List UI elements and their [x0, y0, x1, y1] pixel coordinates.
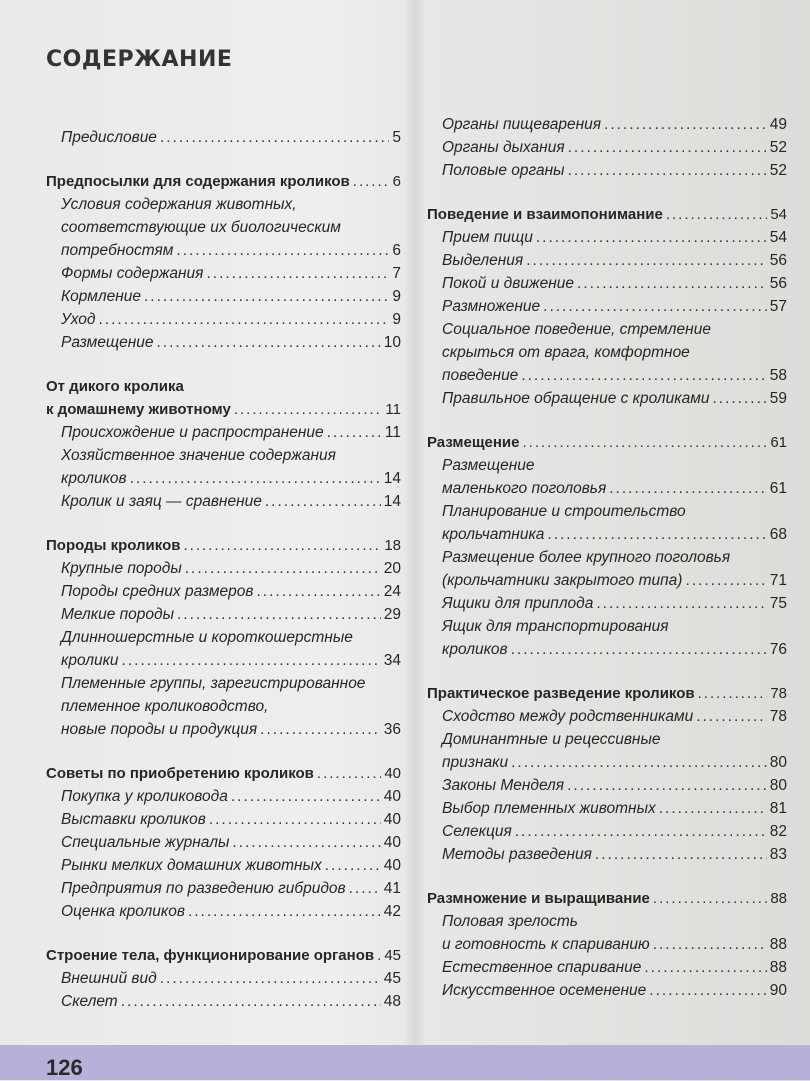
toc-section-heading [427, 682, 787, 705]
toc-dot-leader [232, 831, 380, 854]
page-footer-band [0, 1045, 810, 1080]
toc-dot-leader [265, 490, 381, 513]
toc-entry [427, 454, 787, 477]
toc-entry [46, 193, 401, 216]
toc-page-number: 20 [383, 560, 401, 577]
toc-section-heading [46, 534, 401, 557]
toc-entry [427, 843, 787, 866]
toc-entry-title: кроликов [61, 470, 127, 487]
toc-entry [46, 967, 401, 990]
toc-page-number: 40 [383, 834, 401, 851]
toc-entry-title: Ящики для приплода [442, 595, 594, 612]
toc-left-column [46, 126, 401, 1013]
toc-page-number: 59 [769, 390, 787, 407]
toc-entry [46, 626, 401, 649]
toc-page-number: 80 [769, 754, 787, 771]
toc-page-number: 56 [769, 275, 787, 292]
toc-page-number: 6 [392, 242, 401, 259]
toc-page-number: 34 [383, 652, 401, 669]
toc-page-number: 76 [769, 641, 787, 658]
toc-entry-title: к домашнему животному [46, 401, 231, 418]
toc-entry [427, 638, 787, 661]
toc-dot-leader [130, 467, 381, 490]
toc-entry-title: Законы Менделя [442, 777, 565, 794]
toc-page-number: 14 [383, 493, 401, 510]
toc-dot-leader [696, 705, 767, 728]
toc-dot-leader [122, 649, 381, 672]
toc-entry-title: Размещение [442, 457, 535, 474]
toc-page-number: 81 [769, 800, 787, 817]
toc-entry [46, 854, 401, 877]
toc-dot-leader [177, 603, 381, 626]
toc-page-number: 88 [770, 890, 787, 907]
toc-entry-title: Специальные журналы [61, 834, 230, 851]
toc-page-number: 41 [383, 880, 401, 897]
toc-page-number: 90 [769, 982, 787, 999]
toc-dot-leader [521, 364, 766, 387]
toc-entry [46, 718, 401, 741]
section-gap [46, 149, 401, 170]
toc-entry-title: Селекция [442, 823, 512, 840]
toc-entry [46, 808, 401, 831]
toc-page-number: 7 [392, 265, 401, 282]
toc-entry-title: и готовность к спариванию [442, 936, 650, 953]
toc-dot-leader [515, 820, 767, 843]
toc-dot-leader [522, 431, 767, 454]
toc-entry-title: Выставки кроликов [61, 811, 206, 828]
toc-entry [46, 695, 401, 718]
toc-page-number: 42 [383, 903, 401, 920]
toc-dot-leader [234, 398, 383, 421]
toc-entry-title: Ящик для транспортирования [442, 618, 669, 635]
section-gap [427, 182, 787, 203]
toc-dot-leader [649, 979, 766, 1002]
toc-entry [427, 364, 787, 387]
toc-dot-leader [596, 592, 766, 615]
toc-entry-title: Уход [61, 311, 96, 328]
toc-entry-title: маленького поголовья [442, 480, 607, 497]
toc-dot-leader [511, 751, 767, 774]
toc-right-column [427, 113, 787, 1002]
toc-dot-leader [536, 226, 767, 249]
toc-entry [427, 159, 787, 182]
toc-page-number: 24 [383, 583, 401, 600]
toc-section-heading [427, 431, 787, 454]
toc-entry-title: Длинношерстные и короткошерстные [61, 629, 353, 646]
toc-entry-title: Оценка кроликов [61, 903, 185, 920]
toc-dot-leader [349, 877, 381, 900]
toc-dot-leader [543, 295, 767, 318]
toc-entry [427, 500, 787, 523]
toc-dot-leader [666, 203, 767, 226]
toc-entry [46, 672, 401, 695]
toc-entry-title: Доминантные и рецессивные [442, 731, 661, 748]
toc-entry-title: новые породы и продукция [61, 721, 258, 738]
toc-entry-title: Методы разведения [442, 846, 592, 863]
toc-section-heading [46, 170, 401, 193]
toc-page-number: 14 [383, 470, 401, 487]
toc-page-number: 9 [392, 288, 401, 305]
toc-entry-title: Сходство между родственниками [442, 708, 694, 725]
toc-entry [427, 910, 787, 933]
toc-entry-title: Размножение [442, 298, 541, 315]
toc-page-number: 11 [385, 401, 401, 418]
toc-entry-title: Прием пищи [442, 229, 533, 246]
toc-dot-leader [188, 900, 381, 923]
toc-entry-title: соответствующие их биологическим [61, 219, 341, 236]
toc-page-number: 68 [769, 526, 787, 543]
section-gap [427, 661, 787, 682]
toc-entry [427, 956, 787, 979]
toc-page-number: 10 [383, 334, 401, 351]
toc-entry [427, 523, 787, 546]
toc-entry [427, 341, 787, 364]
toc-entry-title: кроликов [442, 641, 508, 658]
toc-dot-leader [176, 239, 389, 262]
toc-entry-title: Хозяйственное значение содержания [61, 447, 336, 464]
toc-dot-leader [327, 421, 382, 444]
toc-entry-title: Покой и движение [442, 275, 574, 292]
toc-dot-leader [185, 557, 381, 580]
toc-entry [427, 797, 787, 820]
toc-entry [46, 900, 401, 923]
toc-entry-title: Половая зрелость [442, 913, 578, 930]
toc-dot-leader [526, 249, 767, 272]
toc-entry-title: Породы кроликов [46, 537, 181, 554]
toc-entry-title: Половые органы [442, 162, 565, 179]
toc-entry [427, 226, 787, 249]
toc-entry-title: Формы содержания [61, 265, 204, 282]
toc-entry-title: поведение [442, 367, 519, 384]
toc-entry [46, 262, 401, 285]
toc-section-heading [46, 944, 401, 967]
toc-dot-leader [653, 887, 767, 910]
toc-page-number: 78 [769, 708, 787, 725]
page-title: СОДЕРЖАНИЕ [46, 47, 233, 72]
toc-entry [427, 318, 787, 341]
toc-dot-leader [121, 990, 381, 1013]
toc-page-number: 80 [769, 777, 787, 794]
toc-entry-title: Поведение и взаимопонимание [427, 206, 663, 223]
toc-entry-title: скрыться от врага, комфортное [442, 344, 690, 361]
toc-dot-leader [206, 262, 389, 285]
toc-dot-leader [160, 126, 389, 149]
section-gap [46, 513, 401, 534]
toc-dot-leader [609, 477, 767, 500]
toc-dot-leader [144, 285, 389, 308]
toc-entry-title: Происхождение и распространение [61, 424, 324, 441]
toc-dot-leader [511, 638, 767, 661]
toc-dot-leader [183, 534, 381, 557]
toc-entry [427, 705, 787, 728]
toc-page-number: 61 [769, 480, 787, 497]
section-gap [427, 410, 787, 431]
toc-entry-title: Планирование и строительство [442, 503, 686, 520]
toc-entry-title: Породы средних размеров [61, 583, 254, 600]
section-gap [46, 354, 401, 375]
toc-entry-title: племенное кролиководство, [61, 698, 269, 715]
toc-entry-title: Социальное поведение, стремление [442, 321, 711, 338]
toc-entry-title: Размещение [427, 434, 520, 451]
toc-entry-title: Практическое разведение кроликов [427, 685, 695, 702]
toc-dot-leader [577, 272, 767, 295]
toc-page-number: 29 [383, 606, 401, 623]
toc-entry [427, 979, 787, 1002]
toc-page-number: 88 [769, 959, 787, 976]
toc-entry-title: Размещение [61, 334, 154, 351]
toc-entry [46, 126, 401, 149]
toc-dot-leader [595, 843, 767, 866]
toc-page-number: 57 [769, 298, 787, 315]
toc-dot-leader [653, 933, 767, 956]
toc-entry-title: кролики [61, 652, 119, 669]
toc-dot-leader [604, 113, 767, 136]
toc-page-number: 49 [769, 116, 787, 133]
section-gap [46, 741, 401, 762]
toc-entry-title: Крупные породы [61, 560, 182, 577]
toc-entry [46, 557, 401, 580]
toc-page-number: 61 [770, 434, 787, 451]
toc-dot-leader [377, 944, 381, 967]
section-gap [427, 866, 787, 887]
toc-entry [46, 649, 401, 672]
toc-dot-leader [685, 569, 766, 592]
toc-page-number: 5 [392, 129, 401, 146]
toc-entry [46, 467, 401, 490]
toc-dot-leader [317, 762, 381, 785]
toc-dot-leader [567, 774, 767, 797]
toc-entry [46, 285, 401, 308]
toc-page-number: 88 [769, 936, 787, 953]
toc-entry [427, 592, 787, 615]
toc-dot-leader [325, 854, 381, 877]
toc-entry-title: Выбор племенных животных [442, 800, 656, 817]
toc-page-number: 52 [769, 162, 787, 179]
toc-entry [46, 239, 401, 262]
toc-page-number: 56 [769, 252, 787, 269]
toc-entry-title: Условия содержания животных, [61, 196, 297, 213]
toc-entry [427, 728, 787, 751]
toc-entry-title: признаки [442, 754, 509, 771]
toc-dot-leader [659, 797, 767, 820]
toc-entry-title: Советы по приобретению кроликов [46, 765, 314, 782]
toc-entry [427, 272, 787, 295]
toc-entry [46, 421, 401, 444]
toc-entry [46, 785, 401, 808]
toc-entry [46, 603, 401, 626]
toc-page-number: 58 [769, 367, 787, 384]
toc-dot-leader [156, 331, 380, 354]
toc-page-number: 48 [383, 993, 401, 1010]
toc-entry-title: Предприятия по разведению гибридов [61, 880, 346, 897]
toc-entry [46, 216, 401, 239]
toc-page-number: 9 [392, 311, 401, 328]
toc-entry-title: Естественное спаривание [442, 959, 642, 976]
toc-entry-title: Мелкие породы [61, 606, 174, 623]
toc-entry-title: Органы дыхания [442, 139, 565, 156]
toc-page-number: 40 [383, 811, 401, 828]
toc-page-number: 11 [384, 424, 401, 441]
toc-entry [46, 831, 401, 854]
toc-page-number: 71 [769, 572, 787, 589]
toc-entry [46, 490, 401, 513]
toc-entry-title: Племенные группы, зарегистрированное [61, 675, 366, 692]
toc-dot-leader [712, 387, 766, 410]
toc-entry [427, 295, 787, 318]
toc-entry-title: Искусственное осеменение [442, 982, 647, 999]
toc-entry-title: крольчатника [442, 526, 545, 543]
toc-entry-title: Покупка у кроликовода [61, 788, 228, 805]
toc-entry-title: Скелет [61, 993, 118, 1010]
toc-entry-title: Размножение и выращивание [427, 890, 650, 907]
toc-page-number: 18 [384, 537, 401, 554]
toc-dot-leader [644, 956, 766, 979]
toc-entry-title: Выделения [442, 252, 524, 269]
toc-dot-leader [698, 682, 768, 705]
toc-dot-leader [231, 785, 381, 808]
toc-entry [427, 249, 787, 272]
toc-entry [427, 751, 787, 774]
toc-entry [427, 615, 787, 638]
toc-entry-title: Рынки мелких домашних животных [61, 857, 322, 874]
toc-page-number: 75 [769, 595, 787, 612]
toc-entry [46, 331, 401, 354]
toc-section-heading [46, 375, 401, 398]
toc-section-heading [427, 887, 787, 910]
toc-entry-title: (крольчатники закрытого типа) [442, 572, 683, 589]
toc-entry [427, 933, 787, 956]
toc-dot-leader [568, 136, 767, 159]
toc-page-number: 40 [383, 788, 401, 805]
toc-entry-title: Кормление [61, 288, 141, 305]
toc-entry-title: Предисловие [61, 129, 157, 146]
toc-dot-leader [547, 523, 766, 546]
toc-entry [427, 546, 787, 569]
toc-entry-title: потребностям [61, 242, 174, 259]
toc-entry-title: Правильное обращение с кроликами [442, 390, 710, 407]
toc-section-heading [46, 398, 401, 421]
toc-page-number: 45 [383, 970, 401, 987]
toc-entry [46, 308, 401, 331]
toc-page-number: 40 [383, 857, 401, 874]
toc-page-number: 36 [383, 721, 401, 738]
toc-entry-title: Размещение более крупного поголовья [442, 549, 731, 566]
toc-entry [46, 580, 401, 603]
toc-entry-title: Внешний вид [61, 970, 157, 987]
toc-entry [427, 113, 787, 136]
toc-page-number: 40 [384, 765, 401, 782]
toc-dot-leader [209, 808, 381, 831]
book-gutter-shadow [404, 0, 426, 1045]
toc-page-number: 54 [770, 206, 787, 223]
toc-entry [46, 444, 401, 467]
toc-entry [46, 877, 401, 900]
toc-section-heading [427, 203, 787, 226]
toc-dot-leader [568, 159, 767, 182]
toc-entry [427, 774, 787, 797]
toc-dot-leader [99, 308, 390, 331]
toc-page-number: 52 [769, 139, 787, 156]
toc-entry [427, 477, 787, 500]
toc-page-number: 82 [769, 823, 787, 840]
toc-entry-title: Кролик и заяц — сравнение [61, 493, 262, 510]
toc-entry [427, 136, 787, 159]
toc-entry [46, 990, 401, 1013]
toc-page-number: 45 [384, 947, 401, 964]
toc-page-number: 78 [770, 685, 787, 702]
section-gap [46, 923, 401, 944]
toc-dot-leader [260, 718, 381, 741]
page-number: 126 [46, 1055, 83, 1080]
toc-entry [427, 820, 787, 843]
toc-section-heading [46, 762, 401, 785]
toc-entry [427, 569, 787, 592]
toc-dot-leader [160, 967, 381, 990]
toc-dot-leader [256, 580, 380, 603]
toc-page-number: 54 [769, 229, 787, 246]
toc-entry [427, 387, 787, 410]
toc-page-number: 83 [769, 846, 787, 863]
toc-entry-title: Строение тела, функционирование органов [46, 947, 375, 964]
toc-page-number: 6 [392, 173, 401, 190]
toc-entry-title: Предпосылки для содержания кроликов [46, 173, 350, 190]
toc-entry-title: Органы пищеварения [442, 116, 602, 133]
toc-entry-title: От дикого кролика [46, 378, 184, 395]
toc-dot-leader [353, 170, 390, 193]
